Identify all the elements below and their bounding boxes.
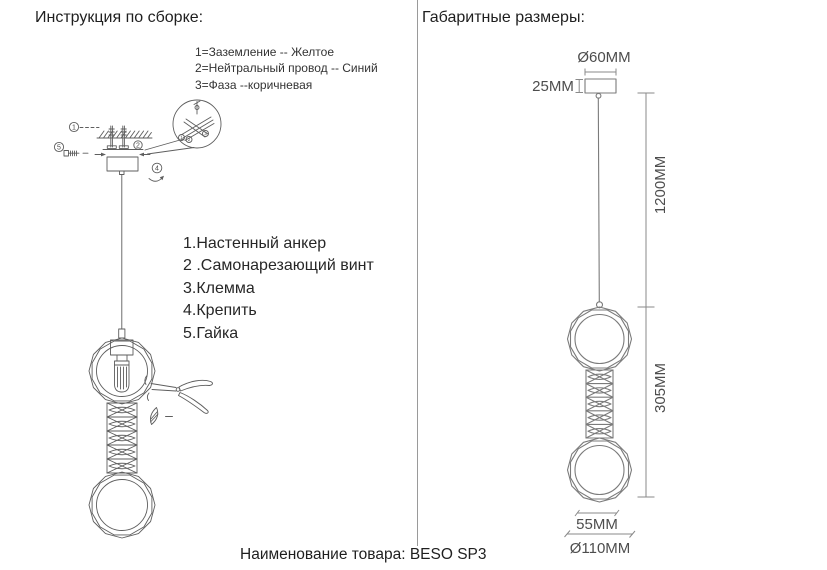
bottom-ring [89,472,155,538]
mount-arrows [95,153,150,157]
crystal-column [107,403,137,473]
callout-nut-number: 5 [57,144,61,152]
wiring-legend-line: 1=Заземление -- Желтое [195,45,335,59]
callout-screw-number: 2 [136,142,140,150]
vertical-dimension-line [638,93,655,497]
dim-crystal-column [586,370,613,438]
right-panel-title: Габаритные размеры: [422,9,585,26]
callout-screw [134,141,142,150]
callout-anchor [69,122,99,131]
parts-list-item: 3.Клемма [183,279,255,297]
wiring-detail-circle [145,100,221,154]
dim-pendant-wire [598,98,599,302]
wire-connector [119,329,125,338]
callout-mount [149,163,164,181]
wiring-legend-line: 3=Фаза --коричневая [195,77,313,92]
dim-label-column-width: 55MM [576,516,618,533]
detail-wire-number: 3 [204,131,207,137]
detail-wire-number: 2 [187,137,191,143]
parts-list-item: 2 .Самонарезающий винт [183,257,374,275]
crystal-piece [150,408,172,425]
parts-list-item: 5.Гайка [183,324,239,342]
assembly-drawing [54,100,221,538]
dim-canopy [576,69,617,99]
dim-label-canopy-height: 25MM [532,78,574,95]
callout-mount-number: 4 [155,165,159,173]
callout-nut [54,142,88,156]
dimension-drawing [532,49,669,557]
top-ring [89,338,155,404]
product-name-label: Наименование товара: BESO SP3 [240,546,487,563]
parts-list-item: 4.Крепить [183,302,257,320]
canopy [107,157,138,175]
detail-wire-number: 1 [180,135,183,141]
dim-label-canopy-diameter: Ø60MM [577,49,631,66]
socket-and-bulb [111,340,134,392]
callout-anchor-number: 1 [72,124,76,132]
dim-label-body-diameter: Ø110MM [569,540,631,557]
left-panel-title: Инструкция по сборке: [35,9,204,26]
dim-top-ring [568,307,632,371]
dim-label-suspension-length: 1200MM [652,155,669,215]
bolt-head [64,151,69,157]
dim-label-body-height: 305MM [652,362,669,414]
pliers-icon [145,376,213,413]
dim-bottom-ring [568,438,632,502]
parts-list-item: 1.Настенный анкер [183,235,327,252]
wiring-legend-line: 2=Нейтральный провод -- Синий [195,61,378,76]
